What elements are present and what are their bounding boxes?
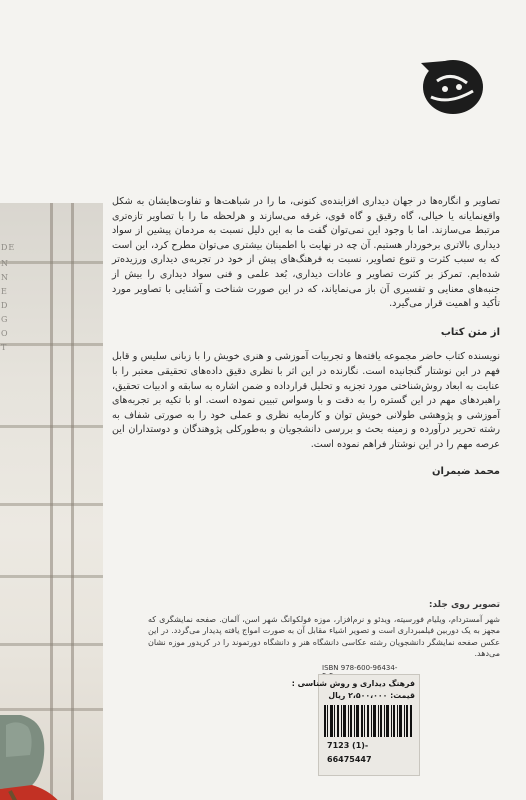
cover-credit [148, 600, 500, 660]
sticker-price: قیمت: ۲،۵۰۰،۰۰۰ ریال [328, 691, 415, 700]
price-sticker [291, 674, 420, 776]
person-figure [0, 715, 100, 800]
isbn-label: ISBN 978-600-96434- [322, 664, 398, 672]
review-paragraph: نویسنده کتاب حاضر مجموعه یافته‌ها و تجربیات آموزشی و هنری خویش را با زبانی سلیس و قابل فهم در این نوشتار گنجانیده است. نگارنده در این اثر با نظری دقیق داده‌های تحقیقی معتبر را با عنایت به ابعاد روش‌شناختی مورد تجزیه و تحلیل قرارداده و ضمن اشاره به سابقه و ادبیات تحقیق، راهبردهای مهم در این گستره را به دقت و با وسواس تبیین نموده است. او با تکیه بر تجربه‌های آموزشی و پژوهشی طولانی خویش توان و کارمایه نظری و عملی خود را به صورتی شفاف به رشته تحریر درآورده و زمینه بحث و بررسی دانشجویان و به‌طورکلی پژوهندگان و دوستداران این عرصه مهم را در این نوشتار فراهم نموده است. [112, 351, 500, 450]
wall-letter: O [1, 329, 9, 338]
cover-credit-text: شهر آمستردام، ویلیام فورسیته، ویدئو و نرم‌افزار، موزه فولکوانگ شهر اسن، آلمان. صفحه نمایشگری که مجهز به یک دوربین فیلمبرداری است و تصویر اشیاء مقابل آن به صورت امواج یافته پدیدار می‌گردد. در این عکس صفحه نمایشگر دانشجویان رشته عکاسی دانشگاه هنر و دانشگاه دورتموند را در کریدور موزه نشان می‌دهد. [148, 614, 500, 658]
wall-letter: N [1, 273, 9, 282]
publisher-logo [415, 57, 485, 119]
back-cover-text [112, 195, 500, 479]
barcode [324, 705, 412, 737]
wall-letter: N [1, 259, 9, 268]
review-author: محمد ضیمران [432, 465, 500, 477]
wall-letter: G [1, 315, 9, 324]
wall-letter: DE [1, 243, 16, 252]
wall-letter: T [1, 343, 8, 352]
wall-letter: E [1, 287, 8, 296]
cover-credit-title: تصویر روی جلد: [428, 600, 500, 610]
intro-paragraph: تصاویر و انگاره‌ها در جهان دیداری افزاینده‌ی کنونی، ما را در شباهت‌ها و تفاوت‌هایشان به شکل واقع‌نمایانه یا خیالی، گاه رقیق و گاه قوی، غرقه می‌سازند و هرلحظه ما را با تصاویر تازه‌تری مرتبط می‌سازند. اما با وجود این نمی‌توان گفت ما به این دلیل نسبت به مردمان پیشین از سواد دیداری بالاتری برخوردار هستیم. آن چه در نهایت با اطمینان بیشتری می‌توان مطرح کرد، این است که به سبب کثرت و تنوع تصاویر، نسبت به فرهنگ‌های پیش از خود در تجربه‌ی دیداری ورزیده‌تر شده‌ایم. تمرکز بر کثرت تصاویر و عادات دیداری، بُعد علمی و فنی سواد دیداری را بیش از جنبه‌های معنایی و تفسیری آن باز می‌نمایاند، که در این صورت شناخت و آشنایی با تصاویر مورد تأکید و اهمیت قرار می‌گیرد. [112, 196, 500, 310]
cover-photo-strip [0, 203, 103, 800]
wall-letter: D [1, 301, 9, 310]
sticker-code-2: 66475447 [327, 755, 372, 764]
excerpt-heading: از متن کتاب [440, 326, 500, 338]
sticker-code-1: 7123 (1)- [327, 741, 369, 750]
sticker-title: فرهنگ دیداری و روش شناسی : [291, 679, 415, 688]
